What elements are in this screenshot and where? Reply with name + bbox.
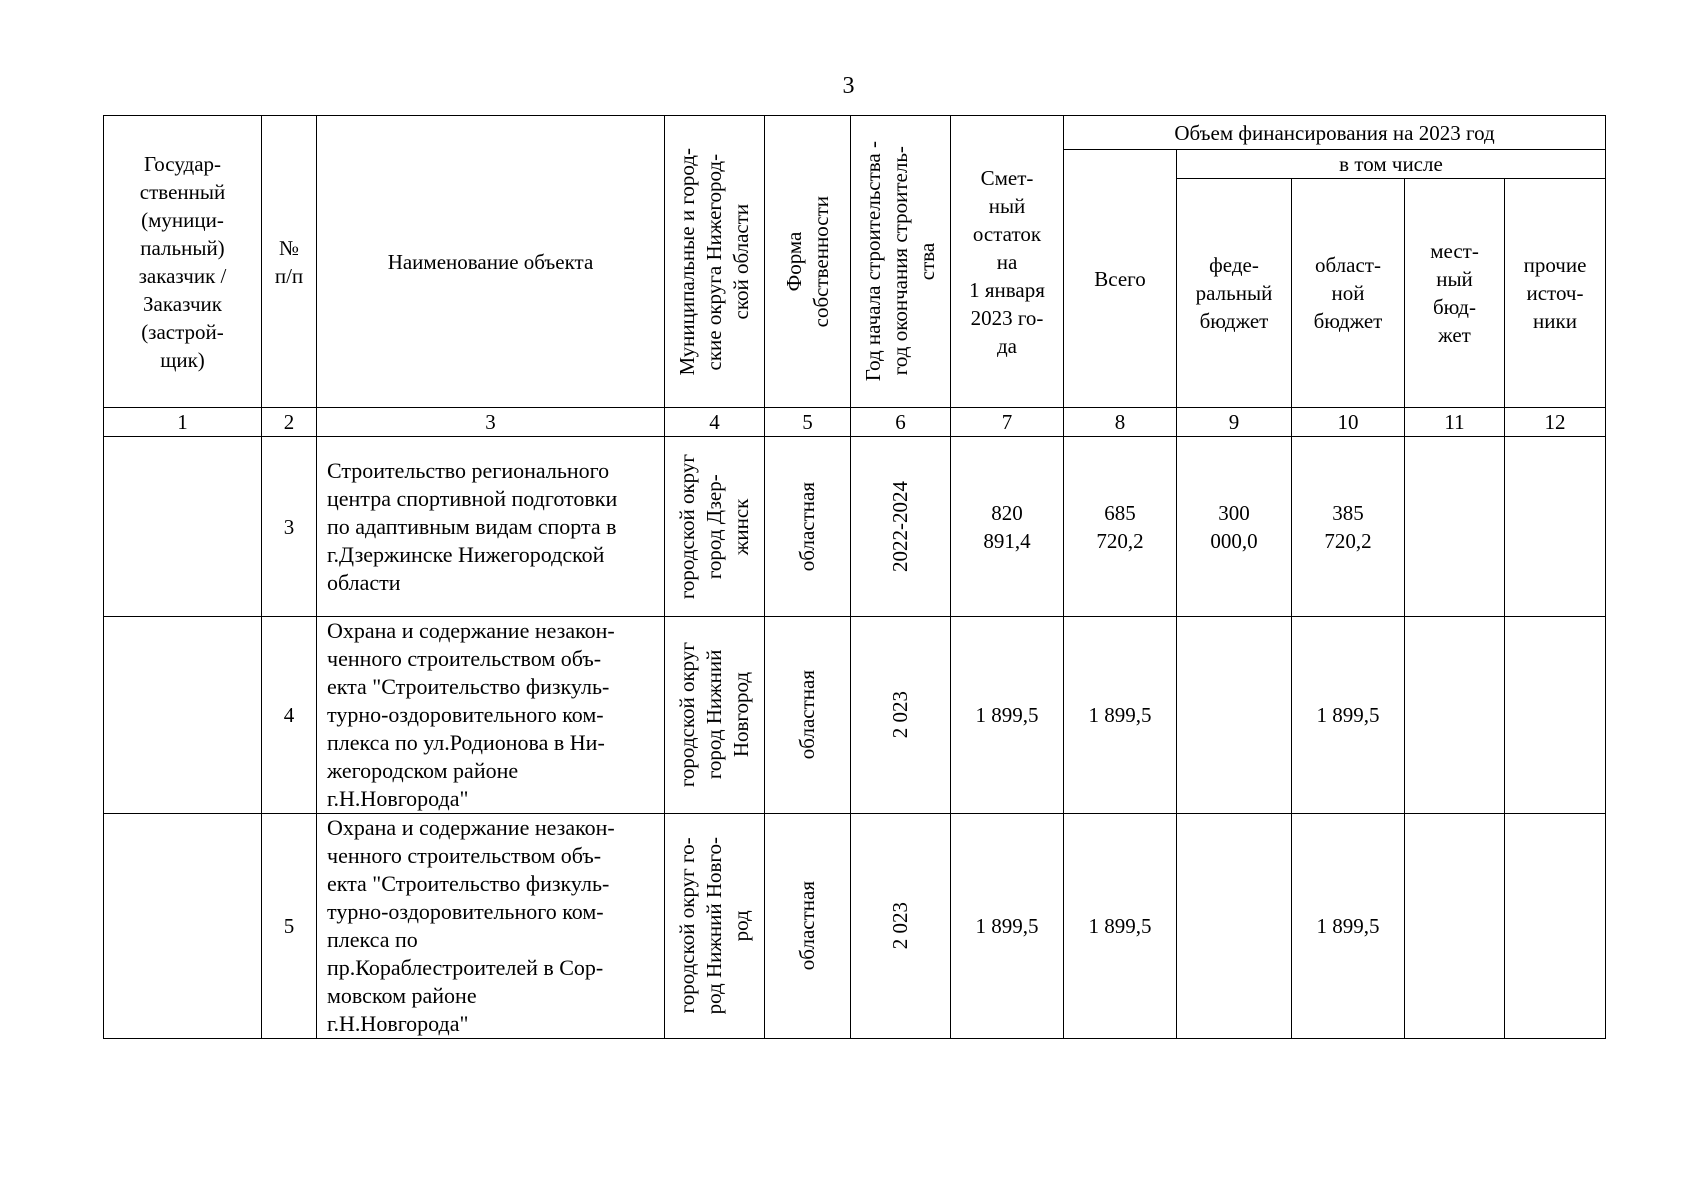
header-customer: Государ- ственный (муници- пальный) заказчик / Заказчик (застрой- щик): [104, 116, 262, 408]
cell-ownership: [765, 437, 851, 617]
column-number: 6: [851, 408, 951, 437]
cell-years-text: 2 023: [888, 902, 912, 950]
column-number: 2: [262, 408, 317, 437]
cell-ownership-text: областная: [795, 481, 819, 572]
cell-num: 4: [262, 617, 317, 814]
header-including: в том числе: [1177, 150, 1606, 179]
cell-local: [1405, 437, 1505, 617]
cell-regional: 1 899,5: [1292, 617, 1405, 814]
column-number: 3: [317, 408, 665, 437]
cell-years-text: 2 023: [888, 691, 912, 739]
cell-other: [1505, 814, 1606, 1039]
cell-municipality-text: городской округ город Дзер- жинск: [675, 453, 753, 600]
cell-total: 1 899,5: [1064, 617, 1177, 814]
table-row: [104, 617, 1606, 814]
cell-customer: [104, 437, 262, 617]
column-number: 7: [951, 408, 1064, 437]
cell-municipality-text: городской округ город Нижний Новгород: [675, 642, 753, 788]
cell-ownership-text: областная: [795, 670, 819, 760]
cell-estimate: 1 899,5: [951, 814, 1064, 1039]
cell-municipality-text: городской округ го- род Нижний Новго- род: [675, 837, 753, 1015]
cell-estimate: 1 899,5: [951, 617, 1064, 814]
cell-years: [851, 814, 951, 1039]
header-federal: феде- ральный бюджет: [1177, 179, 1292, 408]
cell-regional: 385 720,2: [1292, 437, 1405, 617]
cell-ownership: [765, 814, 851, 1039]
header-years: [851, 116, 951, 408]
header-num: № п/п: [262, 116, 317, 408]
cell-customer: [104, 617, 262, 814]
cell-total: 685 720,2: [1064, 437, 1177, 617]
cell-num: 3: [262, 437, 317, 617]
cell-ownership-text: областная: [795, 881, 819, 971]
column-numbers-row: [104, 408, 1606, 437]
cell-customer: [104, 814, 262, 1039]
cell-other: [1505, 437, 1606, 617]
cell-municipality: [665, 437, 765, 617]
table-row: [104, 437, 1606, 617]
table-row: [104, 814, 1606, 1039]
header-funding-group: Объем финансирования на 2023 год: [1064, 116, 1606, 150]
header-object-name: Наименование объекта: [317, 116, 665, 408]
cell-other: [1505, 617, 1606, 814]
column-number: 8: [1064, 408, 1177, 437]
financing-table: [103, 115, 1606, 1039]
column-number: 11: [1405, 408, 1505, 437]
cell-regional: 1 899,5: [1292, 814, 1405, 1039]
column-number: 12: [1505, 408, 1606, 437]
header-ownership: [765, 116, 851, 408]
cell-estimate: 820 891,4: [951, 437, 1064, 617]
column-number: 9: [1177, 408, 1292, 437]
header-ownership-text: Форма собственности: [781, 195, 833, 328]
cell-years: [851, 617, 951, 814]
cell-object-name: Охрана и содержание незакон- ченного строительством объ- екта "Строительство физкуль- турно-оздоровительного ком- плекса по ул.Родионова в Ни- жегородском районе г.Н.Новгорода": [317, 617, 665, 814]
header-municipality-text: Муниципальные и город- ские округа Нижегород- ской области: [675, 147, 753, 376]
cell-local: [1405, 617, 1505, 814]
header-years-text: Год начала строительства - год окончания строитель- ства: [861, 141, 939, 382]
cell-local: [1405, 814, 1505, 1039]
cell-ownership: [765, 617, 851, 814]
header-regional: област- ной бюджет: [1292, 179, 1405, 408]
cell-years: [851, 437, 951, 617]
cell-federal: [1177, 814, 1292, 1039]
header-local: мест- ный бюд- жет: [1405, 179, 1505, 408]
column-number: 1: [104, 408, 262, 437]
cell-municipality: [665, 814, 765, 1039]
cell-municipality: [665, 617, 765, 814]
page-number: 3: [842, 73, 855, 99]
cell-object-name: Охрана и содержание незакон- ченного строительством объ- екта "Строительство физкуль- турно-оздоровительного ком- плекса по пр.Кораблестроителей в Сор- мовском районе г.Н.Новгорода": [317, 814, 665, 1039]
cell-total: 1 899,5: [1064, 814, 1177, 1039]
header-estimate: Смет- ный остаток на 1 января 2023 го- да: [951, 116, 1064, 408]
cell-years-text: 2022-2024: [888, 481, 912, 572]
cell-federal: 300 000,0: [1177, 437, 1292, 617]
column-number: 4: [665, 408, 765, 437]
column-number: 10: [1292, 408, 1405, 437]
cell-federal: [1177, 617, 1292, 814]
header-other: прочие источ- ники: [1505, 179, 1606, 408]
header-municipality: [665, 116, 765, 408]
column-number: 5: [765, 408, 851, 437]
cell-num: 5: [262, 814, 317, 1039]
header-total: Всего: [1064, 150, 1177, 408]
cell-object-name: Строительство регионального центра спортивной подготовки по адаптивным видам спорта в г.Дзержинске Нижегородской области: [317, 437, 665, 617]
